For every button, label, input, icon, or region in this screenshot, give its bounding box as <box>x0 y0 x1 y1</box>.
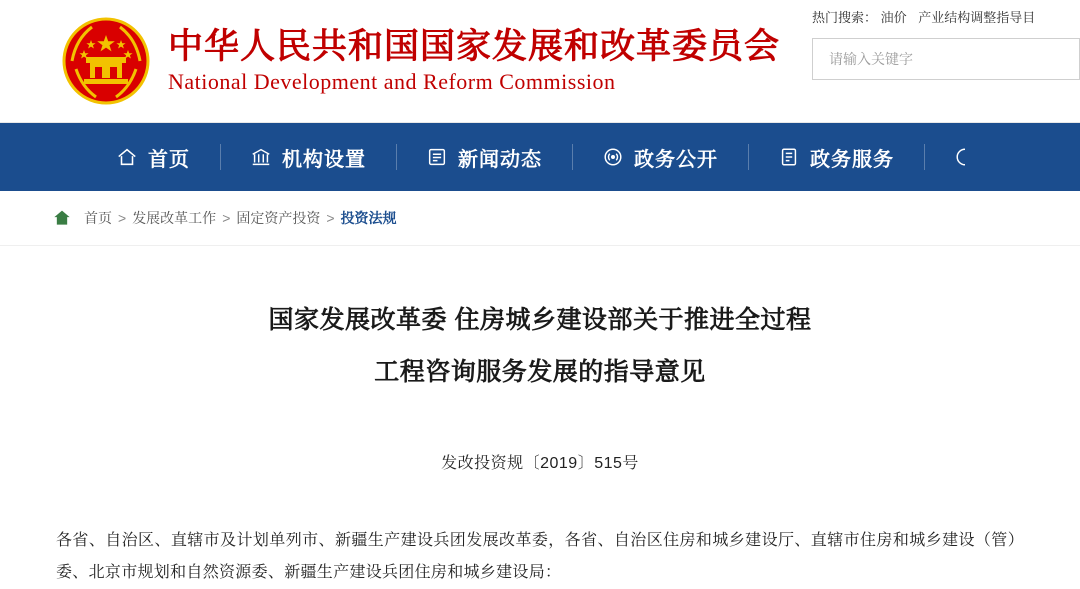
breadcrumb-bar <box>0 191 1080 246</box>
page-title-line-1: 国家发展改革委 住房城乡建设部关于推进全过程 <box>268 306 812 334</box>
article-content <box>0 294 1080 589</box>
breadcrumb-item-current[interactable]: 投资法规 <box>340 210 397 226</box>
breadcrumb-item-home[interactable]: 首页 <box>84 210 112 226</box>
breadcrumb-separator: > <box>326 210 335 226</box>
nav-item-organization[interactable] <box>220 123 396 191</box>
page-title <box>56 294 1024 398</box>
news-icon <box>426 146 448 168</box>
main-navigation <box>0 123 1080 191</box>
nav-item-label: 机构设置 <box>282 148 366 171</box>
national-emblem-icon <box>62 17 150 105</box>
hot-search-label: 热门搜索： <box>812 10 878 25</box>
nav-item-more[interactable] <box>924 123 1016 191</box>
document-icon <box>778 146 800 168</box>
breadcrumb-separator: > <box>118 210 127 226</box>
home-icon <box>116 146 138 168</box>
breadcrumb <box>52 208 397 228</box>
nav-item-label: 政务服务 <box>810 148 894 171</box>
nav-item-label: 新闻动态 <box>458 148 542 171</box>
nav-item-affairs-disclosure[interactable] <box>572 123 748 191</box>
article-paragraph: 各省、自治区、直辖市及计划单列市、新疆生产建设兵团发展改革委，各省、自治区住房和城乡建设厅、直辖市住房和城乡建设（管）委、北京市规划和自然资源委、新疆生产建设兵团住房和城乡建设局： <box>56 532 1024 581</box>
page-title-line-2: 工程咨询服务发展的指导意见 <box>374 358 706 386</box>
home-solid-icon[interactable] <box>52 208 72 228</box>
nav-item-label: 政务公开 <box>634 148 718 171</box>
site-header <box>0 0 1080 123</box>
hot-search <box>812 8 1080 28</box>
nav-item-label: 首页 <box>148 148 190 171</box>
hot-search-item[interactable]: 产业结构调整指导目 <box>918 10 1036 25</box>
broadcast-icon <box>602 146 624 168</box>
org-name-en: National Development and Reform Commission <box>168 68 616 94</box>
nav-item-affairs-service[interactable] <box>748 123 924 191</box>
hot-search-item[interactable]: 油价 <box>880 10 907 25</box>
document-number: 发改投资规〔2019〕515号 <box>441 455 639 472</box>
breadcrumb-item-work[interactable]: 发展改革工作 <box>132 210 217 226</box>
nav-item-home[interactable] <box>0 123 220 191</box>
partial-icon <box>954 146 976 168</box>
nav-item-news[interactable] <box>396 123 572 191</box>
breadcrumb-item-investment[interactable]: 固定资产投资 <box>236 210 321 226</box>
search-input[interactable] <box>813 39 1079 79</box>
org-name-cn: 中华人民共和国国家发展和改革委员会 <box>168 26 781 66</box>
search-box[interactable] <box>812 38 1080 80</box>
bank-icon <box>250 146 272 168</box>
org-title-block <box>168 26 780 97</box>
breadcrumb-separator: > <box>222 210 231 226</box>
search-area <box>812 8 1080 80</box>
